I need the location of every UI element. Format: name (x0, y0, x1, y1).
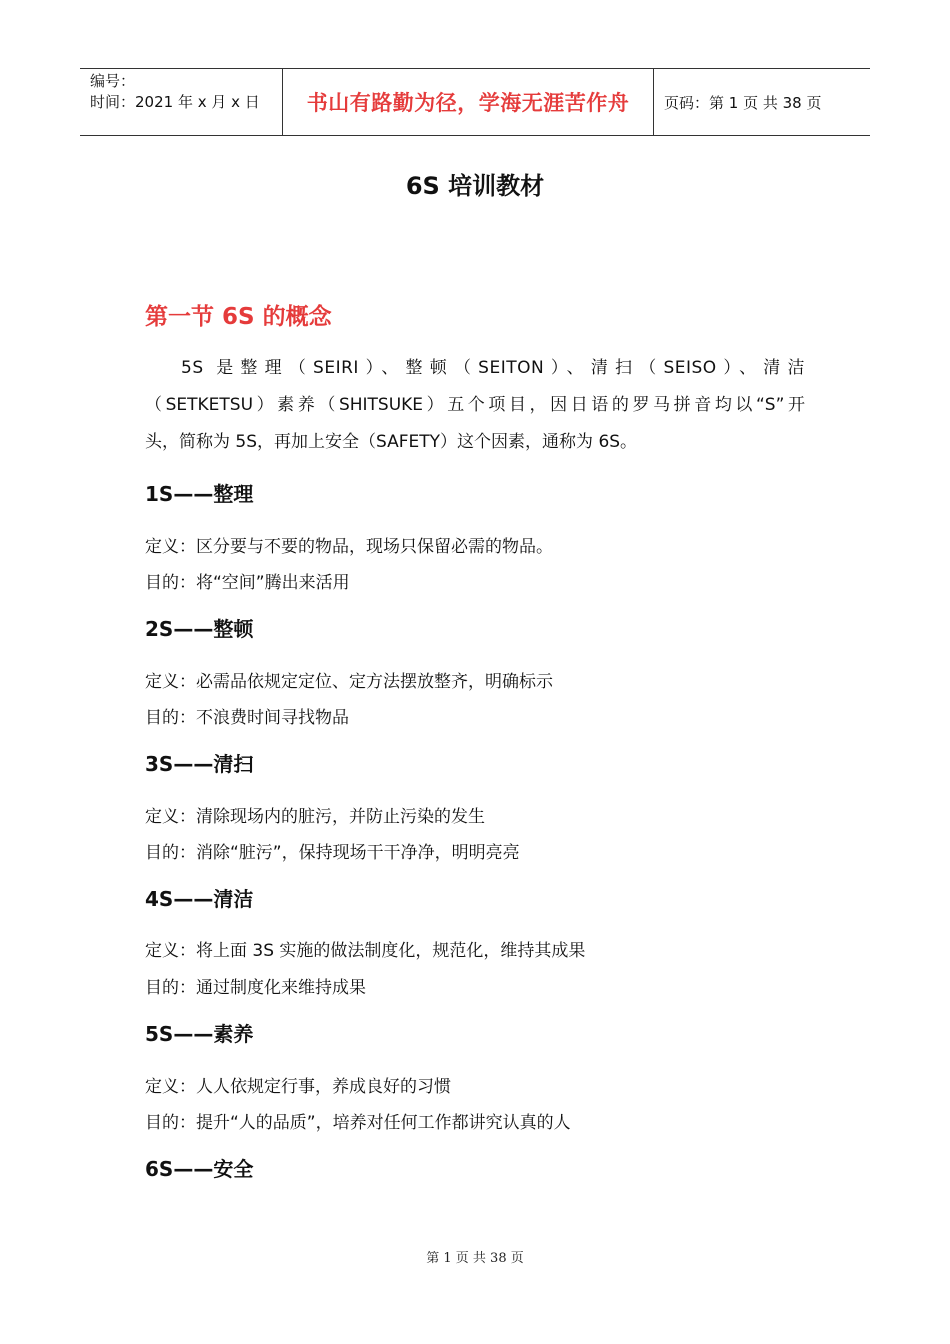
header-time: 时间：2021 年 x 月 x 日 (90, 93, 260, 111)
section-title: 第一节 6S 的概念 (145, 304, 332, 330)
item-3-definition: 定义：清除现场内的脏污，并防止污染的发生 (145, 807, 485, 827)
item-5-definition: 定义：人人依规定行事，养成良好的习惯 (145, 1077, 451, 1097)
intro-line-1: 5S 是整理（SEIRI）、整顿（SEITON）、清扫（SEISO）、清洁 (181, 358, 805, 378)
item-1-heading: 1S——整理 (145, 482, 254, 506)
header-motto: 书山有路勤为径，学海无涯苦作舟 (282, 69, 654, 135)
item-1-purpose: 目的：将“空间”腾出来活用 (145, 573, 350, 593)
item-2-purpose: 目的：不浪费时间寻找物品 (145, 708, 349, 728)
item-4-heading: 4S——清洁 (145, 887, 254, 911)
item-3-heading: 3S——清扫 (145, 752, 254, 776)
item-1-definition: 定义：区分要与不要的物品，现场只保留必需的物品。 (145, 537, 553, 557)
item-3-purpose: 目的：消除“脏污”，保持现场干干净净，明明亮亮 (145, 843, 520, 863)
page-footer: 第 1 页 共 38 页 (426, 1251, 524, 1266)
intro-paragraph (145, 350, 805, 461)
item-4-definition: 定义：将上面 3S 实施的做法制度化，规范化，维持其成果 (145, 941, 586, 961)
item-4-purpose: 目的：通过制度化来维持成果 (145, 978, 366, 998)
item-2-heading: 2S——整顿 (145, 617, 254, 641)
intro-line-3: 头，简称为 5S，再加上安全（SAFETY）这个因素，通称为 6S。 (145, 432, 638, 452)
page-header (80, 68, 870, 136)
item-2-definition: 定义：必需品依规定定位、定方法摆放整齐，明确标示 (145, 672, 553, 692)
item-6-heading: 6S——安全 (145, 1157, 254, 1181)
header-number: 编号： (90, 72, 136, 90)
intro-line-2: （SETKETSU）素养（SHITSUKE）五个项目，因日语的罗马拼音均以“S”开 (145, 395, 805, 415)
item-5-purpose: 目的：提升“人的品质”，培养对任何工作都讲究认真的人 (145, 1113, 571, 1133)
item-5-heading: 5S——素养 (145, 1022, 254, 1046)
document-title: 6S 培训教材 (405, 172, 545, 200)
header-page-code: 页码：第 1 页 共 38 页 (664, 93, 822, 112)
header-meta (80, 69, 282, 135)
